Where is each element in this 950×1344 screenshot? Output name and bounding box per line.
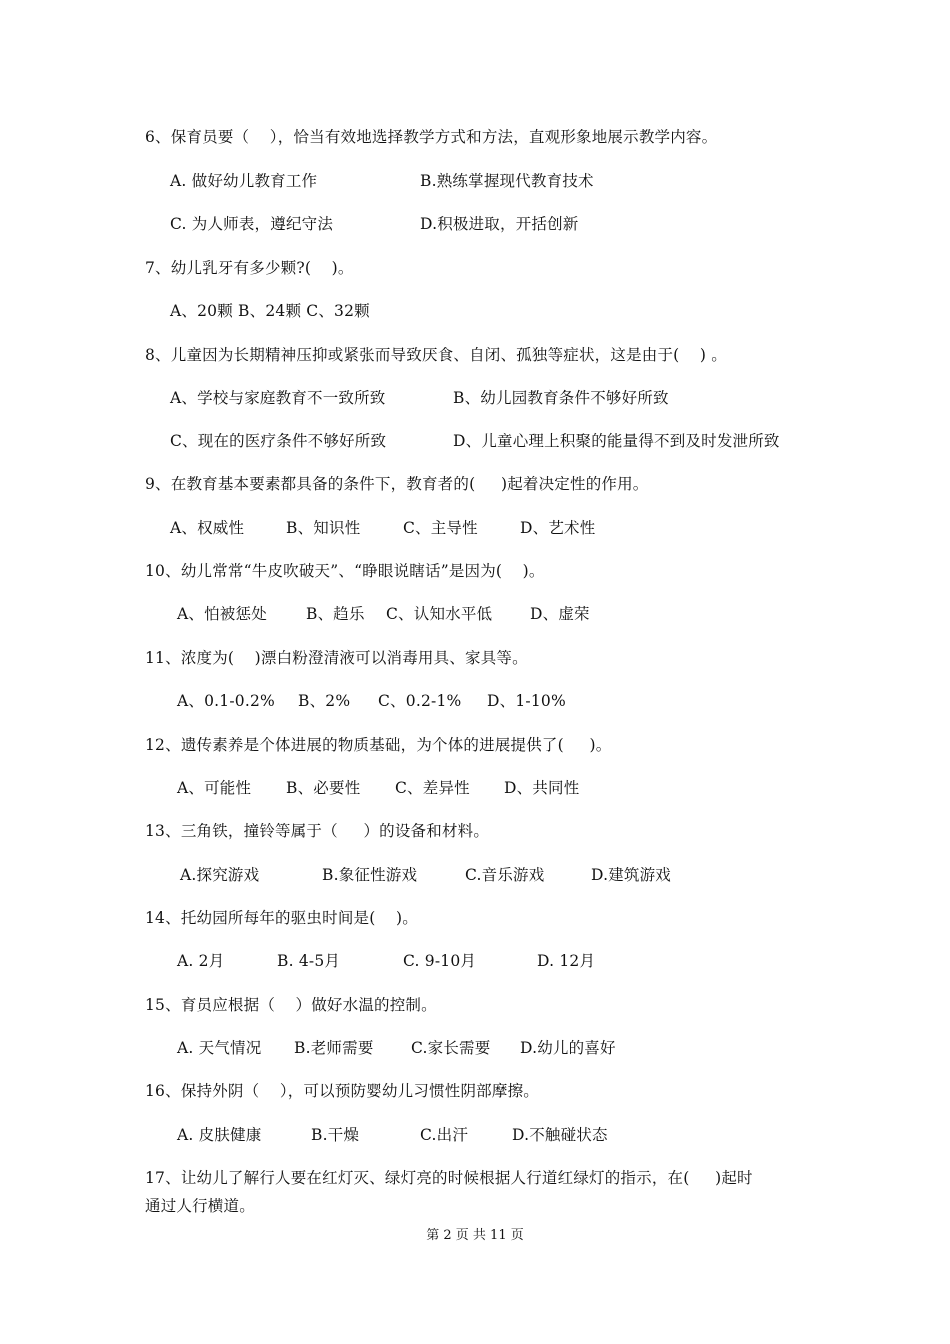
question-13-option-c: C.音乐游戏 <box>465 866 545 884</box>
question-16-option-a: A. 皮肤健康 <box>177 1126 262 1144</box>
question-11-stem: 11、浓度为( )漂白粉澄清液可以消毒用具、家具等。 <box>145 649 528 667</box>
question-17-stem: 17、让幼儿了解行人要在红灯灭、绿灯亮的时候根据人行道红绿灯的指示，在( )起时 <box>145 1169 753 1187</box>
question-12-stem: 12、遗传素养是个体进展的物质基础，为个体的进展提供了( )。 <box>145 736 612 754</box>
question-8-option-a: A、学校与家庭教育不一致所致 <box>170 389 386 407</box>
question-11-option-b: B、2% <box>298 692 351 710</box>
question-10-option-d: D、虚荣 <box>530 605 590 623</box>
question-15-option-a: A. 天气情况 <box>177 1039 262 1057</box>
question-9-option-a: A、权威性 <box>170 519 245 537</box>
question-13-stem: 13、三角铁，撞铃等属于（ ）的设备和材料。 <box>145 822 490 840</box>
question-13-option-b: B.象征性游戏 <box>322 866 418 884</box>
page-footer: 第 2 页 共 11 页 <box>426 1228 524 1243</box>
question-11-option-c: C、0.2-1% <box>378 692 462 710</box>
question-7-stem: 7、幼儿乳牙有多少颗?( )。 <box>145 259 354 277</box>
question-7-options: A、20颗 B、24颗 C、32颗 <box>170 302 370 320</box>
question-9-option-c: C、主导性 <box>403 519 478 537</box>
question-8-stem: 8、儿童因为长期精神压抑或紧张而导致厌食、自闭、孤独等症状，这是由于( ) 。 <box>145 346 727 364</box>
question-16-stem: 16、保持外阴（ ），可以预防婴幼儿习惯性阴部摩擦。 <box>145 1082 539 1100</box>
question-16-option-b: B.干燥 <box>311 1126 360 1144</box>
question-14-stem: 14、托幼园所每年的驱虫时间是( )。 <box>145 909 418 927</box>
question-15-stem: 15、育员应根据（ ）做好水温的控制。 <box>145 996 437 1014</box>
question-9-option-b: B、知识性 <box>286 519 361 537</box>
question-6-stem: 6、保育员要（ ），恰当有效地选择教学方式和方法，直观形象地展示教学内容。 <box>145 128 718 146</box>
question-6-option-b: B.熟练掌握现代教育技术 <box>420 172 594 190</box>
question-9-option-d: D、艺术性 <box>520 519 596 537</box>
question-11-option-d: D、1-10% <box>487 692 566 710</box>
question-11-option-a: A、0.1-0.2% <box>177 692 275 710</box>
question-8-option-c: C、现在的医疗条件不够好所致 <box>170 432 387 450</box>
question-6-option-d: D.积极进取，开括创新 <box>420 215 579 233</box>
question-10-stem: 10、幼儿常常“牛皮吹破天”、“睁眼说瞎话”是因为( )。 <box>145 562 545 580</box>
question-6-option-a: A. 做好幼儿教育工作 <box>170 172 318 190</box>
question-15-option-c: C.家长需要 <box>411 1039 491 1057</box>
question-14-option-a: A. 2月 <box>177 952 225 970</box>
question-14-option-c: C. 9-10月 <box>403 952 477 970</box>
question-15-option-d: D.幼儿的喜好 <box>520 1039 616 1057</box>
question-14-option-d: D. 12月 <box>537 952 596 970</box>
question-12-option-b: B、必要性 <box>286 779 361 797</box>
question-12-option-a: A、可能性 <box>177 779 252 797</box>
question-8-option-d: D、儿童心理上积聚的能量得不到及时发泄所致 <box>453 432 780 450</box>
question-17-stem-continued: 通过人行横道。 <box>145 1197 255 1215</box>
question-12-option-c: C、差异性 <box>395 779 470 797</box>
question-10-option-b: B、趋乐 <box>306 605 365 623</box>
question-10-option-a: A、怕被惩处 <box>177 605 267 623</box>
question-6-option-c: C. 为人师表，遵纪守法 <box>170 215 334 233</box>
question-16-option-d: D.不触碰状态 <box>512 1126 608 1144</box>
question-12-option-d: D、共同性 <box>504 779 580 797</box>
question-14-option-b: B. 4-5月 <box>277 952 341 970</box>
question-13-option-d: D.建筑游戏 <box>591 866 672 884</box>
question-15-option-b: B.老师需要 <box>294 1039 374 1057</box>
question-10-option-c: C、认知水平低 <box>386 605 493 623</box>
question-9-stem: 9、在教育基本要素都具备的条件下，教育者的( )起着决定性的作用。 <box>145 475 649 493</box>
question-8-option-b: B、幼儿园教育条件不够好所致 <box>453 389 669 407</box>
question-16-option-c: C.出汗 <box>420 1126 469 1144</box>
question-13-option-a: A.探究游戏 <box>180 866 260 884</box>
